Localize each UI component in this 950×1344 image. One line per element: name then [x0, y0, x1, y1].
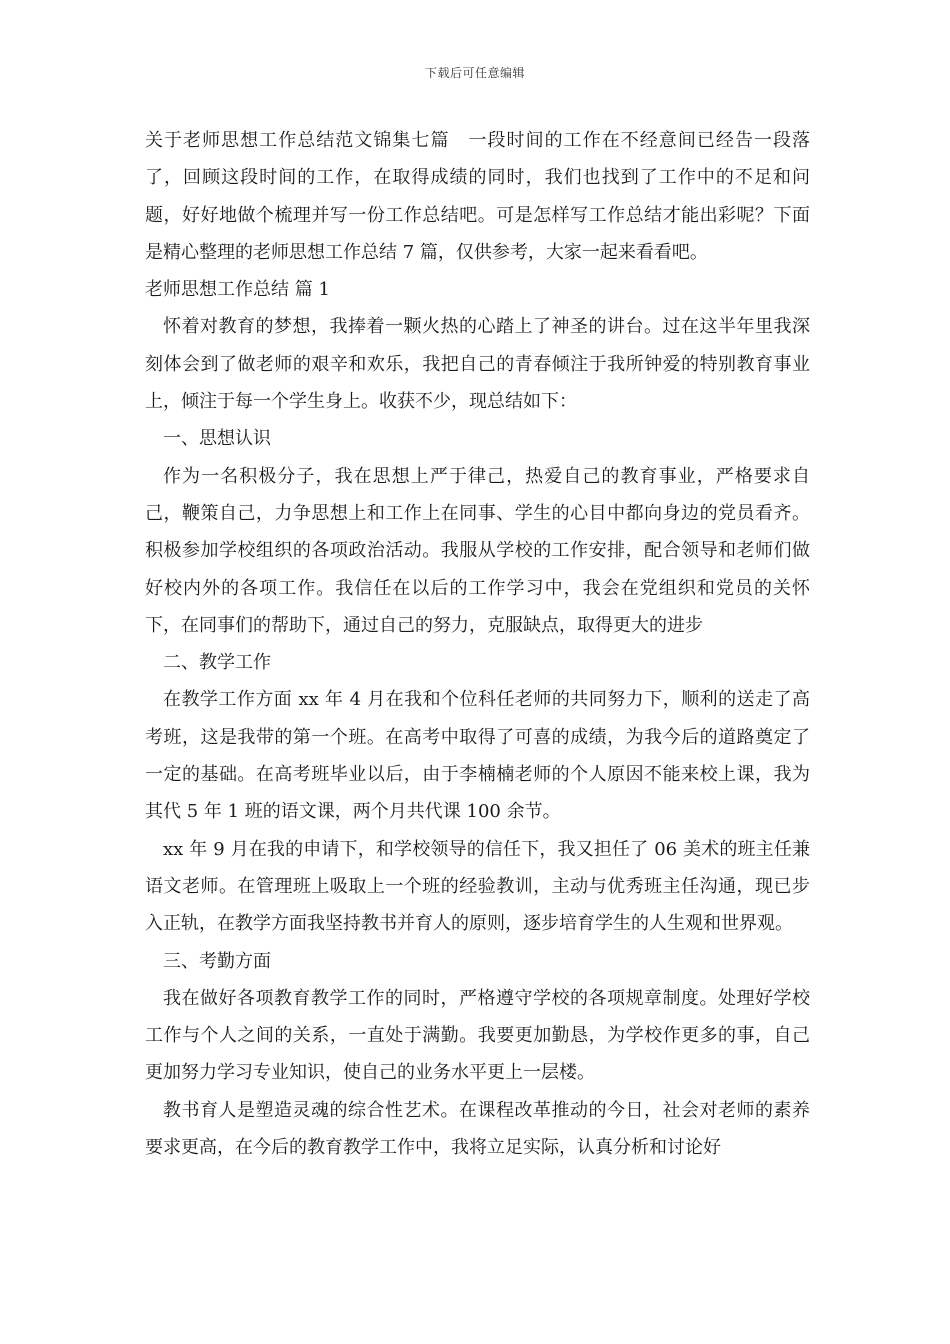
page-header: 下载后可任意编辑 [424, 66, 525, 80]
heading-teaching: 二、教学工作 [163, 652, 271, 674]
heading-attendance: 三、考勤方面 [163, 950, 271, 972]
document-body [145, 122, 810, 1166]
body-paragraph: 怀着对教育的梦想，我捧着一颗火热的心踏上了神圣的讲台。过在这半年里我深刻体会到了做老师的艰辛和欢乐，我把自己的青春倾注于我所钟爱的特别教育事业上，倾注于每一个学生身上。收获不少，现总结如下： [145, 316, 810, 413]
body-paragraph: 在教学工作方面 xx 年 4 月在我和个位科任老师的共同努力下，顺利的送走了高考班，这是我带的第一个班。在高考中取得了可喜的成绩，为我今后的道路奠定了一定的基础。在高考班毕业以后，由于李楠楠老师的个人原因不能来校上课，我为其代 5 年 1 班的语文课，两个月共代课 100 余节。 [145, 689, 810, 823]
body-paragraph: 作为一名积极分子，我在思想上严于律己，热爱自己的教育事业，严格要求自己，鞭策自己，力争思想上和工作上在同事、学生的心目中都向身边的党员看齐。积极参加学校组织的各项政治活动。我服从学校的工作安排，配合领导和老师们做好校内外的各项工作。我信任在以后的工作学习中，我会在党组织和党员的关怀下，在同事们的帮助下，通过自己的努力，克服缺点，取得更大的进步 [145, 465, 810, 636]
heading-thought: 一、思想认识 [163, 428, 271, 450]
body-paragraph: xx 年 9 月在我的申请下，和学校领导的信任下，我又担任了 06 美术的班主任兼语文老师。在管理班上吸取上一个班的经验教训，主动与优秀班主任沟通，现已步入正轨，在教学方面我坚持教书并育人的原则，逐步培育学生的人生观和世界观。 [145, 838, 810, 935]
intro-paragraph: 关于老师思想工作总结范文锦集七篇 一段时间的工作在不经意间已经告一段落了，回顾这段时间的工作，在取得成绩的同时，我们也找到了工作中的不足和问题，好好地做个梳理并写一份工作总结吧。可是怎样写工作总结才能出彩呢？下面是精心整理的老师思想工作总结 7 篇，仅供参考，大家一起来看看吧。 [145, 130, 810, 263]
body-paragraph: 教书育人是塑造灵魂的综合性艺术。在课程改革推动的今日，社会对老师的素养要求更高，在今后的教育教学工作中，我将立足实际，认真分析和讨论好 [145, 1099, 810, 1159]
body-paragraph: 我在做好各项教育教学工作的同时，严格遵守学校的各项规章制度。处理好学校工作与个人之间的关系，一直处于满勤。我要更加勤恳，为学校作更多的事，自己更加努力学习专业知识，使自己的业务水平更上一层楼。 [145, 987, 810, 1084]
section-title: 老师思想工作总结 篇 1 [145, 279, 330, 301]
